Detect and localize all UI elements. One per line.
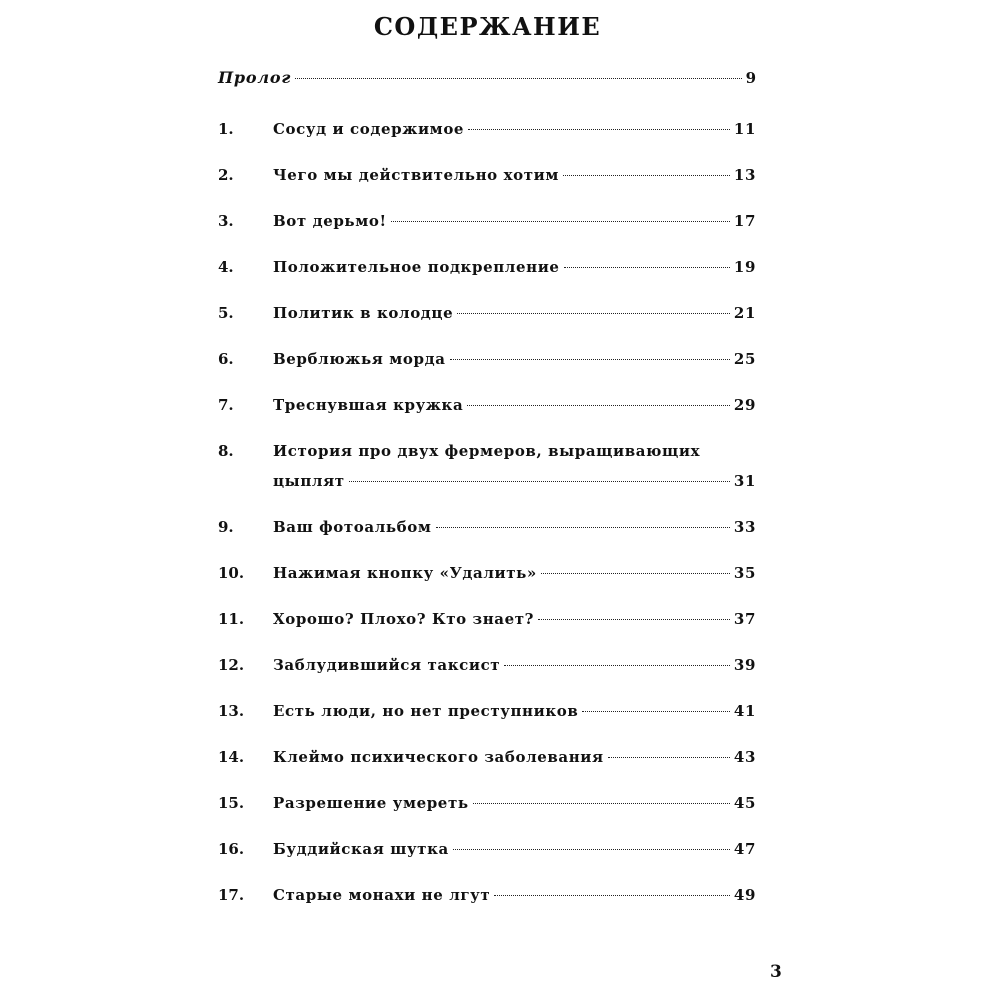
dot-leader: [295, 78, 741, 79]
toc-entry-page: 49: [733, 886, 756, 904]
dot-leader: [564, 267, 730, 268]
toc-entry-number: 10.: [218, 564, 245, 582]
toc-entry-page: 37: [733, 610, 756, 628]
toc-entry: [218, 604, 756, 634]
toc-entry: [218, 390, 756, 420]
toc-entry-page: 19: [733, 258, 756, 276]
toc-entry: [218, 252, 756, 282]
dot-leader: [467, 405, 730, 406]
toc-entry-title: Разрешение умереть: [273, 794, 469, 812]
toc-entry-page: 47: [733, 840, 756, 858]
toc-entry-page: 31: [733, 472, 756, 490]
dot-leader: [457, 313, 730, 314]
dot-leader: [453, 849, 730, 850]
toc-entry-number: 11.: [218, 610, 245, 628]
toc-entry: [218, 114, 756, 144]
toc-entry: [218, 880, 756, 910]
toc-entry: [218, 298, 756, 328]
toc-entry-title: Политик в колодце: [273, 304, 454, 322]
dot-leader: [494, 895, 730, 896]
dot-leader: [541, 573, 730, 574]
dot-leader: [436, 527, 730, 528]
toc-entry-title: Нажимая кнопку «Удалить»: [273, 564, 537, 582]
dot-leader: [391, 221, 730, 222]
toc-entry-number: 2.: [218, 166, 234, 184]
toc-entry-page: 43: [733, 748, 756, 766]
toc-entry: [218, 160, 756, 190]
toc-entry: [218, 788, 756, 818]
toc-entry: [218, 650, 756, 680]
toc-entry-number: 6.: [218, 350, 234, 368]
toc-entry-title: Вот дерьмо!: [273, 212, 387, 230]
toc-entry: [218, 512, 756, 542]
toc-entry: [218, 344, 756, 374]
dot-leader: [563, 175, 730, 176]
dot-leader: [608, 757, 730, 758]
dot-leader: [504, 665, 730, 666]
toc-entry: [218, 436, 756, 496]
toc-entry-page: 33: [733, 518, 756, 536]
toc-entry-title: Заблудившийся таксист: [273, 656, 501, 674]
toc-entry-title-line2: цыплят: [273, 472, 345, 490]
table-of-contents: [218, 68, 756, 926]
toc-entry-title: Хорошо? Плохо? Кто знает?: [273, 610, 535, 628]
toc-entry-title: Старые монахи не лгут: [273, 886, 491, 904]
toc-entry-number: 15.: [218, 794, 245, 812]
dot-leader: [349, 481, 730, 482]
toc-entry: [218, 742, 756, 772]
toc-entry-number: 3.: [218, 212, 234, 230]
toc-entry-title: Положительное подкрепление: [273, 258, 560, 276]
toc-entry: [218, 206, 756, 236]
toc-entry: [218, 696, 756, 726]
toc-entry-number: 9.: [218, 518, 234, 536]
toc-entry-page: 13: [733, 166, 756, 184]
toc-entry: [218, 558, 756, 588]
toc-entry: [218, 834, 756, 864]
toc-entry-number: 13.: [218, 702, 245, 720]
toc-entry-page: 45: [733, 794, 756, 812]
toc-entry-page: 9: [745, 69, 756, 87]
toc-entry-number: 4.: [218, 258, 234, 276]
toc-entry-title: Сосуд и содержимое: [273, 120, 465, 138]
toc-entry-number: 17.: [218, 886, 245, 904]
dot-leader: [468, 129, 730, 130]
toc-entry-title: Есть люди, но нет преступников: [273, 702, 579, 720]
page-number: 3: [770, 962, 782, 982]
toc-entry-page: 17: [733, 212, 756, 230]
toc-entry-title: Пролог: [218, 68, 292, 87]
toc-entry-title: Верблюжья морда: [273, 350, 446, 368]
toc-entry-number: 16.: [218, 840, 245, 858]
toc-entry-page: 11: [733, 120, 756, 138]
toc-entry-title: Треснувшая кружка: [273, 396, 464, 414]
toc-entry-title-line1: История про двух фермеров, выращивающих: [273, 442, 701, 460]
toc-entry-number: 7.: [218, 396, 234, 414]
toc-entry-page: 25: [733, 350, 756, 368]
page-title: СОДЕРЖАНИЕ: [373, 12, 602, 41]
toc-entry-page: 21: [733, 304, 756, 322]
toc-entry-title: Клеймо психического заболевания: [273, 748, 604, 766]
toc-entry-number: 12.: [218, 656, 245, 674]
dot-leader: [473, 803, 730, 804]
toc-entry-page: 41: [733, 702, 756, 720]
dot-leader: [450, 359, 730, 360]
toc-entry-page: 39: [733, 656, 756, 674]
dot-leader: [582, 711, 730, 712]
toc-entry-page: 35: [733, 564, 756, 582]
toc-entry-number: 5.: [218, 304, 234, 322]
toc-entry-title: Ваш фотоальбом: [273, 518, 432, 536]
toc-entry-number: 14.: [218, 748, 245, 766]
toc-entry-number: 1.: [218, 120, 234, 138]
toc-entry-number: 8.: [218, 442, 234, 460]
toc-entry-prolog: [218, 68, 756, 98]
toc-entry-page: 29: [733, 396, 756, 414]
dot-leader: [538, 619, 730, 620]
toc-entry-title: Чего мы действительно хотим: [273, 166, 559, 184]
toc-entry-title: Буддийская шутка: [273, 840, 449, 858]
